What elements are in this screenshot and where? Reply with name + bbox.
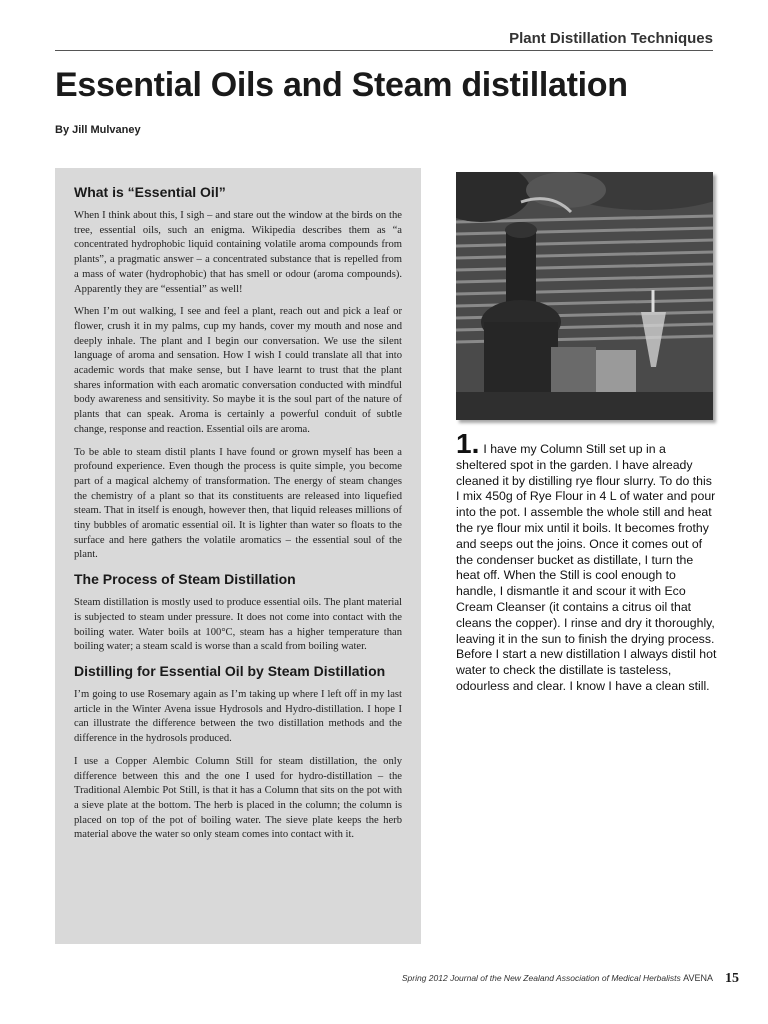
header-rule: [55, 50, 713, 51]
footer-season: Spring 2012: [401, 973, 448, 983]
section-label: Plant Distillation Techniques: [509, 30, 713, 47]
article-title: Essential Oils and Steam distillation: [55, 66, 628, 104]
page-number: 15: [725, 971, 739, 986]
paragraph: When I think about this, I sigh – and stare out the window at the birds on the tree, essential oils, such an enigma. Wikipedia describes them as “a concentrated hydrophobic liquid containing volatile aroma compounds from plants”, a pragmatic answer – a concentrated substance that is repelled from a mass of water (hydrophobic) that has smell or odour (aroma compounds). Apparently they are “essential” as well!: [74, 210, 402, 295]
paragraph: When I’m out walking, I see and feel a plant, reach out and pick a leaf or flower, crush it in my palms, cup my hands, cover my mouth and nose and deeply inhale. The plant and I begin our conversation. We use the silent language of aroma and sensation. How I wish I could translate all that into academic words that make sense, but I have learnt to trust that the plant shares information with each aromatic conversation conducted with mindful body awareness and sensitivity. So maybe it is the soul part of the nature of plants that can speak. Aroma is certainly a powerful conduit of subtle change, response and reaction. Essential oils are aroma.: [74, 306, 402, 435]
byline: By Jill Mulvaney: [55, 124, 141, 136]
footer-magazine: AVENA: [683, 973, 713, 983]
column-still-photo: [456, 172, 713, 420]
step-text: I have my Column Still set up in a sheltered spot in the garden. I have already cleaned it by distilling rye flour slurry. To do this I mix 450g of Rye Flour in 4 L of water and pour into the pot. I assemble the whole still and heat the rye flour mix until it boils. It becomes frothy and seeps out the joins. Once it comes out of the condenser bucket as distillate, I turn the heat off. When the Still is cool enough to handle, I dismantle it and scour it with Eco Cream Cleanser (it contains a citrus oil that cleans the copper). I rinse and dry it thoroughly, leaving it in the sun to finish the drying process. Before I start a new distillation I always distil hot water to check the distillate is tasteless, odourless and clear. I know I have a clean still.: [456, 442, 717, 693]
step-caption: [456, 428, 718, 695]
paragraph: Steam distillation is mostly used to produce essential oils. The plant material is subjected to steam under pressure. It does not come into contact with the boiling water. Water boils at 100°C, steam has a higher temperature than boiling water; a steam scald is worse than a scald from boiling water.: [74, 597, 402, 653]
section-heading: What is “Essential Oil”: [74, 184, 226, 200]
footer-journal: Journal of the New Zealand Association of Medical Herbalists: [450, 973, 681, 983]
step-number: 1.: [456, 428, 480, 459]
paragraph: I use a Copper Alembic Column Still for steam distillation, the only difference between this and the one I used for hydro-distillation – the Traditional Alembic Pot Still, is that it has a Column that sits on the pot with a sieve plate at the bottom. The herb is placed in the column; the column is placed on top of the pot of boiling water. The sieve plate keeps the herb material above the water so only steam comes into contact with it.: [74, 755, 402, 841]
footer: [402, 973, 713, 983]
sidebar-box: [55, 168, 421, 944]
section-heading: Distilling for Essential Oil by Steam Distillation: [74, 662, 386, 679]
section-heading: The Process of Steam Distillation: [74, 571, 296, 588]
paragraph: I’m going to use Rosemary again as I’m taking up where I left off in my last article in the Winter Avena issue Hydrosols and Hydro-distillation. I hope I can illustrate the difference between the two distillation methods and the difference in the hydrosols produced.: [74, 688, 402, 745]
paragraph: To be able to steam distil plants I have found or grown myself has been a profound experience. Even though the process is quite simple, you become part of a magical alchemy of transformation. The energy of steam changes the chemistry of a plant so that its constituents are released into liquefied steam. That in itself is enough, however then, that liquid releases millions of tiny bubbles of aromatic essential oil. It is lighter than water so floats to the surface and here gathers the volatile aromatics – the essential soul of the plant.: [74, 446, 402, 561]
